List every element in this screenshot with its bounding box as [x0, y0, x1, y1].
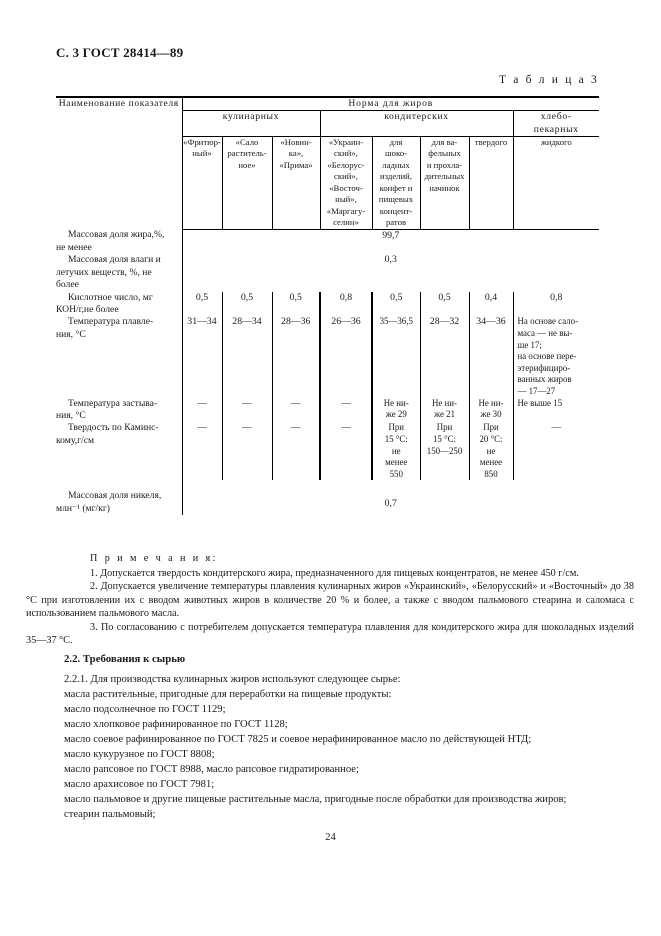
r3-c3: 0,5 — [272, 292, 320, 317]
note-item-2: 2. Допускается увеличение температуры плавления кулинарных жиров «Украинский», «Белорусский» и «Восточный» до 38 °С при изготовлении их с вводом животных жиров в количестве 20 % и более, а также с вводом пальмового стеарина и саломаса с использованием пальмового масла. — [26, 581, 634, 620]
note-item-3: 3. По согласованию с потребителем допускается температура плавления для кондитерского жира для шоколадных изделий 35—37 °С. — [26, 621, 634, 647]
row-label-fat-fraction — [56, 229, 182, 254]
table-row-moisture — [56, 254, 599, 291]
r4-c4: 26—36 — [320, 316, 372, 397]
hdr-c4-l6: ный», — [335, 194, 357, 205]
r4-label-l2: ния, °С — [56, 328, 86, 340]
r3-c1: 0,5 — [195, 291, 209, 303]
table-notes — [26, 552, 634, 648]
hdr-c7-l1: твердого — [474, 136, 508, 147]
row-label-melting-temperature — [56, 316, 182, 397]
hdr-c6-l3: и прохла- — [426, 159, 463, 170]
r7-label-l2: млн⁻¹ (мг/кг) — [56, 502, 110, 514]
row-value-fat-fraction: 99,7 — [382, 229, 400, 241]
r2-label-l1: Массовая доля влаги и — [68, 254, 161, 266]
r5-c8: Не выше 15 — [513, 398, 599, 423]
hdr-c3-l3: «Прима» — [279, 159, 313, 170]
hdr-c1-l2: ный» — [192, 148, 212, 159]
r6-c6-l2: 15 °С: — [432, 434, 457, 445]
header-col-salo-rastitelnoe — [222, 136, 272, 229]
r4-c2: 28—34 — [222, 316, 272, 397]
r3-label-l1: Кислотное число, мг — [68, 291, 153, 303]
r4-c6: 28—32 — [420, 316, 469, 397]
section-paragraph-9: масло пальмовое и другие пищевые растительные масла, пригодные после обработки для производства жиров; — [64, 794, 567, 806]
r5-c6-l1: Не ни- — [431, 397, 458, 408]
header-col-wafer — [420, 136, 469, 229]
r7-label-l1: Массовая доля никеля, — [68, 490, 162, 502]
row-label-hardness — [56, 422, 182, 480]
header-group-bakery-line2: пекарных — [533, 123, 579, 135]
r5-c2: — — [222, 398, 272, 423]
r4-label-l1: Температура плавле- — [68, 316, 154, 328]
table-row-acid-number — [56, 292, 599, 317]
notes-title: П р и м е ч а н и я: — [90, 553, 218, 564]
row-label-moisture — [56, 254, 182, 291]
r5-c5 — [372, 398, 420, 423]
section-paragraph-3: масло подсолнечное по ГОСТ 1129; — [64, 704, 226, 716]
r6-c6-l1: При — [436, 422, 453, 433]
r5-c7-l1: Не ни- — [478, 397, 504, 408]
specifications-table — [56, 96, 599, 515]
hdr-c6-l5: начинок — [429, 182, 460, 193]
r6-label-l1: Твердость по Каминс- — [68, 422, 159, 434]
r5-c6 — [420, 398, 469, 423]
r4-c8-l4: на основе пере- — [517, 351, 577, 362]
r5-label-l2: ния, °С — [56, 409, 86, 421]
hdr-c3-l2: ка», — [288, 148, 304, 159]
r6-c8: — — [513, 422, 599, 480]
hdr-c4-l2: ский», — [334, 148, 358, 159]
table-row-fat-fraction — [56, 229, 599, 254]
r3-c8: 0,8 — [513, 292, 599, 317]
r6-c6-l3: 150—250 — [426, 445, 463, 456]
r2-label-l2: летучих веществ, %, не — [56, 266, 152, 278]
table-row-solidification-temperature — [56, 398, 599, 423]
row-label-acid-number — [56, 292, 182, 317]
table-caption: Т а б л и ц а 3 — [498, 74, 599, 86]
r1-label-l2: не менее — [56, 241, 92, 253]
r6-c5-l4: менее — [385, 457, 408, 468]
r5-c7 — [469, 398, 513, 423]
section-paragraph-7: масло рапсовое по ГОСТ 8988, масло рапсовое гидратированное; — [64, 764, 359, 776]
hdr-c2-l1: «Сало — [235, 136, 259, 147]
header-group-bakery-line1: хлебо- — [540, 111, 572, 123]
r3-c5: 0,5 — [372, 292, 420, 317]
table-row-nickel — [56, 480, 599, 515]
r6-c5 — [372, 422, 420, 480]
r6-c1: — — [197, 422, 207, 434]
r3-c6: 0,5 — [420, 292, 469, 317]
section-paragraph-2: масла растительные, пригодные для переработки на пищевые продукты: — [64, 689, 392, 701]
r1-label-l1: Массовая доля жира,%, — [68, 229, 165, 241]
r4-c8-l7: — 17—27 — [517, 385, 556, 396]
r5-c5-l1: Не ни- — [383, 397, 409, 408]
r5-c1: — — [197, 397, 207, 409]
r6-label-l2: кому,г/см — [56, 434, 95, 446]
hdr-c8-l1: жидкого — [540, 136, 572, 147]
section-paragraph-5: масло соевое рафинированное по ГОСТ 7825 и соевое нерафинированное масло по действующей НТД; — [64, 734, 532, 746]
header-col-ukrainsky-group — [320, 136, 372, 229]
r4-c8-l1: На основе сало- — [517, 316, 579, 327]
row-value-moisture: 0,3 — [384, 254, 397, 266]
row-value-nickel: 0,7 — [384, 498, 397, 510]
header-group-confectionery: кондитерских — [320, 111, 513, 137]
section-paragraph-4: масло хлопковое рафинированное по ГОСТ 1128; — [64, 719, 288, 731]
r4-c8 — [513, 316, 599, 397]
r5-c5-l2: же 29 — [385, 409, 407, 420]
r5-c7-l2: же 30 — [480, 409, 502, 420]
hdr-c6-l1: для ва- — [431, 136, 458, 147]
running-head: С. 3 ГОСТ 28414—89 — [56, 45, 184, 60]
header-col-liquid — [513, 136, 599, 229]
table-3-container — [56, 96, 599, 515]
r6-c6 — [420, 422, 469, 480]
hdr-c2-l3: ное» — [238, 159, 256, 170]
r3-c2: 0,5 — [222, 292, 272, 317]
r4-c8-l2: маса — не вы- — [517, 328, 573, 339]
hdr-c5-l3: ладных — [382, 159, 410, 170]
r6-c7-l2: 20 °С: — [479, 434, 503, 445]
r5-label-l1: Температура застыва- — [68, 397, 158, 409]
hdr-c2-l2: раститель- — [227, 148, 267, 159]
table-header-row-norm — [56, 97, 599, 111]
r6-c7-l3: не — [486, 445, 496, 456]
section-paragraph-6: масло кукурузное по ГОСТ 8808; — [64, 749, 215, 761]
r4-c5: 35—36,5 — [372, 316, 420, 397]
r6-c7-l4: менее — [479, 457, 503, 468]
hdr-c4-l3: «Белорус- — [327, 159, 365, 170]
header-col-chocolate — [372, 136, 420, 229]
header-col-fritury — [182, 136, 222, 229]
r6-c4: — — [320, 422, 372, 480]
page-number: 24 — [325, 832, 336, 843]
hdr-c6-l2: фельных — [428, 148, 461, 159]
hdr-c5-l1: для — [389, 136, 403, 147]
r4-c8-l3: ше 17; — [517, 339, 542, 350]
r4-c8-l5: этерифициро- — [517, 362, 571, 373]
section-paragraph-1: 2.2.1. Для производства кулинарных жиров используют следующее сырье: — [64, 674, 401, 685]
r6-c2: — — [222, 422, 272, 480]
header-col-solid — [469, 136, 513, 229]
section-paragraph-10: стеарин пальмовый; — [64, 809, 156, 821]
r4-c1: 31—34 — [187, 316, 217, 328]
header-group-bakery — [513, 111, 599, 137]
r5-c4: — — [320, 398, 372, 423]
hdr-c5-l4: изделий, — [379, 171, 412, 182]
hdr-c5-l6: пищевых — [378, 194, 414, 205]
header-norm-for-fats: Норма для жиров — [182, 97, 599, 111]
r3-label-l2: КОН/г,не более — [56, 303, 119, 315]
hdr-c5-l5: конфет и — [379, 182, 413, 193]
table-row-hardness — [56, 422, 599, 480]
hdr-c5-l8: ратов — [385, 217, 407, 228]
header-group-culinary: кулинарных — [182, 111, 320, 137]
r6-c7-l5: 850 — [484, 468, 498, 479]
table-row-melting-temperature — [56, 316, 599, 397]
section-body — [26, 672, 634, 822]
hdr-c4-l1: «Украин- — [328, 136, 364, 147]
hdr-c3-l1: «Новин- — [280, 136, 312, 147]
note-item-1: 1. Допускается твердость кондитерского жира, предназначенного для пищевых концентратов, не менее 450 г/см. — [90, 567, 579, 579]
section-heading: 2.2. Требования к сырью — [64, 653, 186, 665]
hdr-c5-l2: шоко- — [384, 148, 408, 159]
r4-c3: 28—36 — [272, 316, 320, 397]
row-label-solidification-temperature — [56, 398, 182, 423]
hdr-c4-l4: ский», — [334, 171, 358, 182]
r3-c4: 0,8 — [320, 292, 372, 317]
section-paragraph-8: масло арахисовое по ГОСТ 7981; — [64, 779, 215, 791]
r6-c7 — [469, 422, 513, 480]
r4-c7: 34—36 — [469, 316, 513, 397]
header-col-novinka-prima — [272, 136, 320, 229]
r5-c3: — — [272, 398, 320, 423]
hdr-c4-l5: «Восточ- — [329, 182, 363, 193]
r6-c5-l3: не — [391, 445, 401, 456]
r4-c8-l6: ванных жиров — [517, 374, 572, 385]
r2-label-l3: более — [56, 279, 79, 291]
r6-c5-l2: 15 °С: — [384, 434, 408, 445]
hdr-c1-l1: «Фритюр- — [183, 136, 221, 147]
hdr-c6-l4: дительных — [424, 171, 465, 182]
r6-c3: — — [272, 422, 320, 480]
r6-c5-l1: При — [388, 422, 405, 433]
hdr-c4-l7: «Маргагу- — [326, 205, 366, 216]
r3-c7: 0,4 — [469, 292, 513, 317]
row-label-nickel — [56, 480, 182, 515]
header-indicator-name: Наименование показателя — [56, 97, 182, 229]
r6-c7-l1: При — [483, 422, 499, 433]
r5-c6-l2: же 21 — [433, 409, 456, 420]
hdr-c4-l8: селин» — [333, 217, 359, 228]
r6-c5-l5: 550 — [389, 468, 403, 479]
hdr-c5-l7: концент- — [379, 205, 413, 216]
